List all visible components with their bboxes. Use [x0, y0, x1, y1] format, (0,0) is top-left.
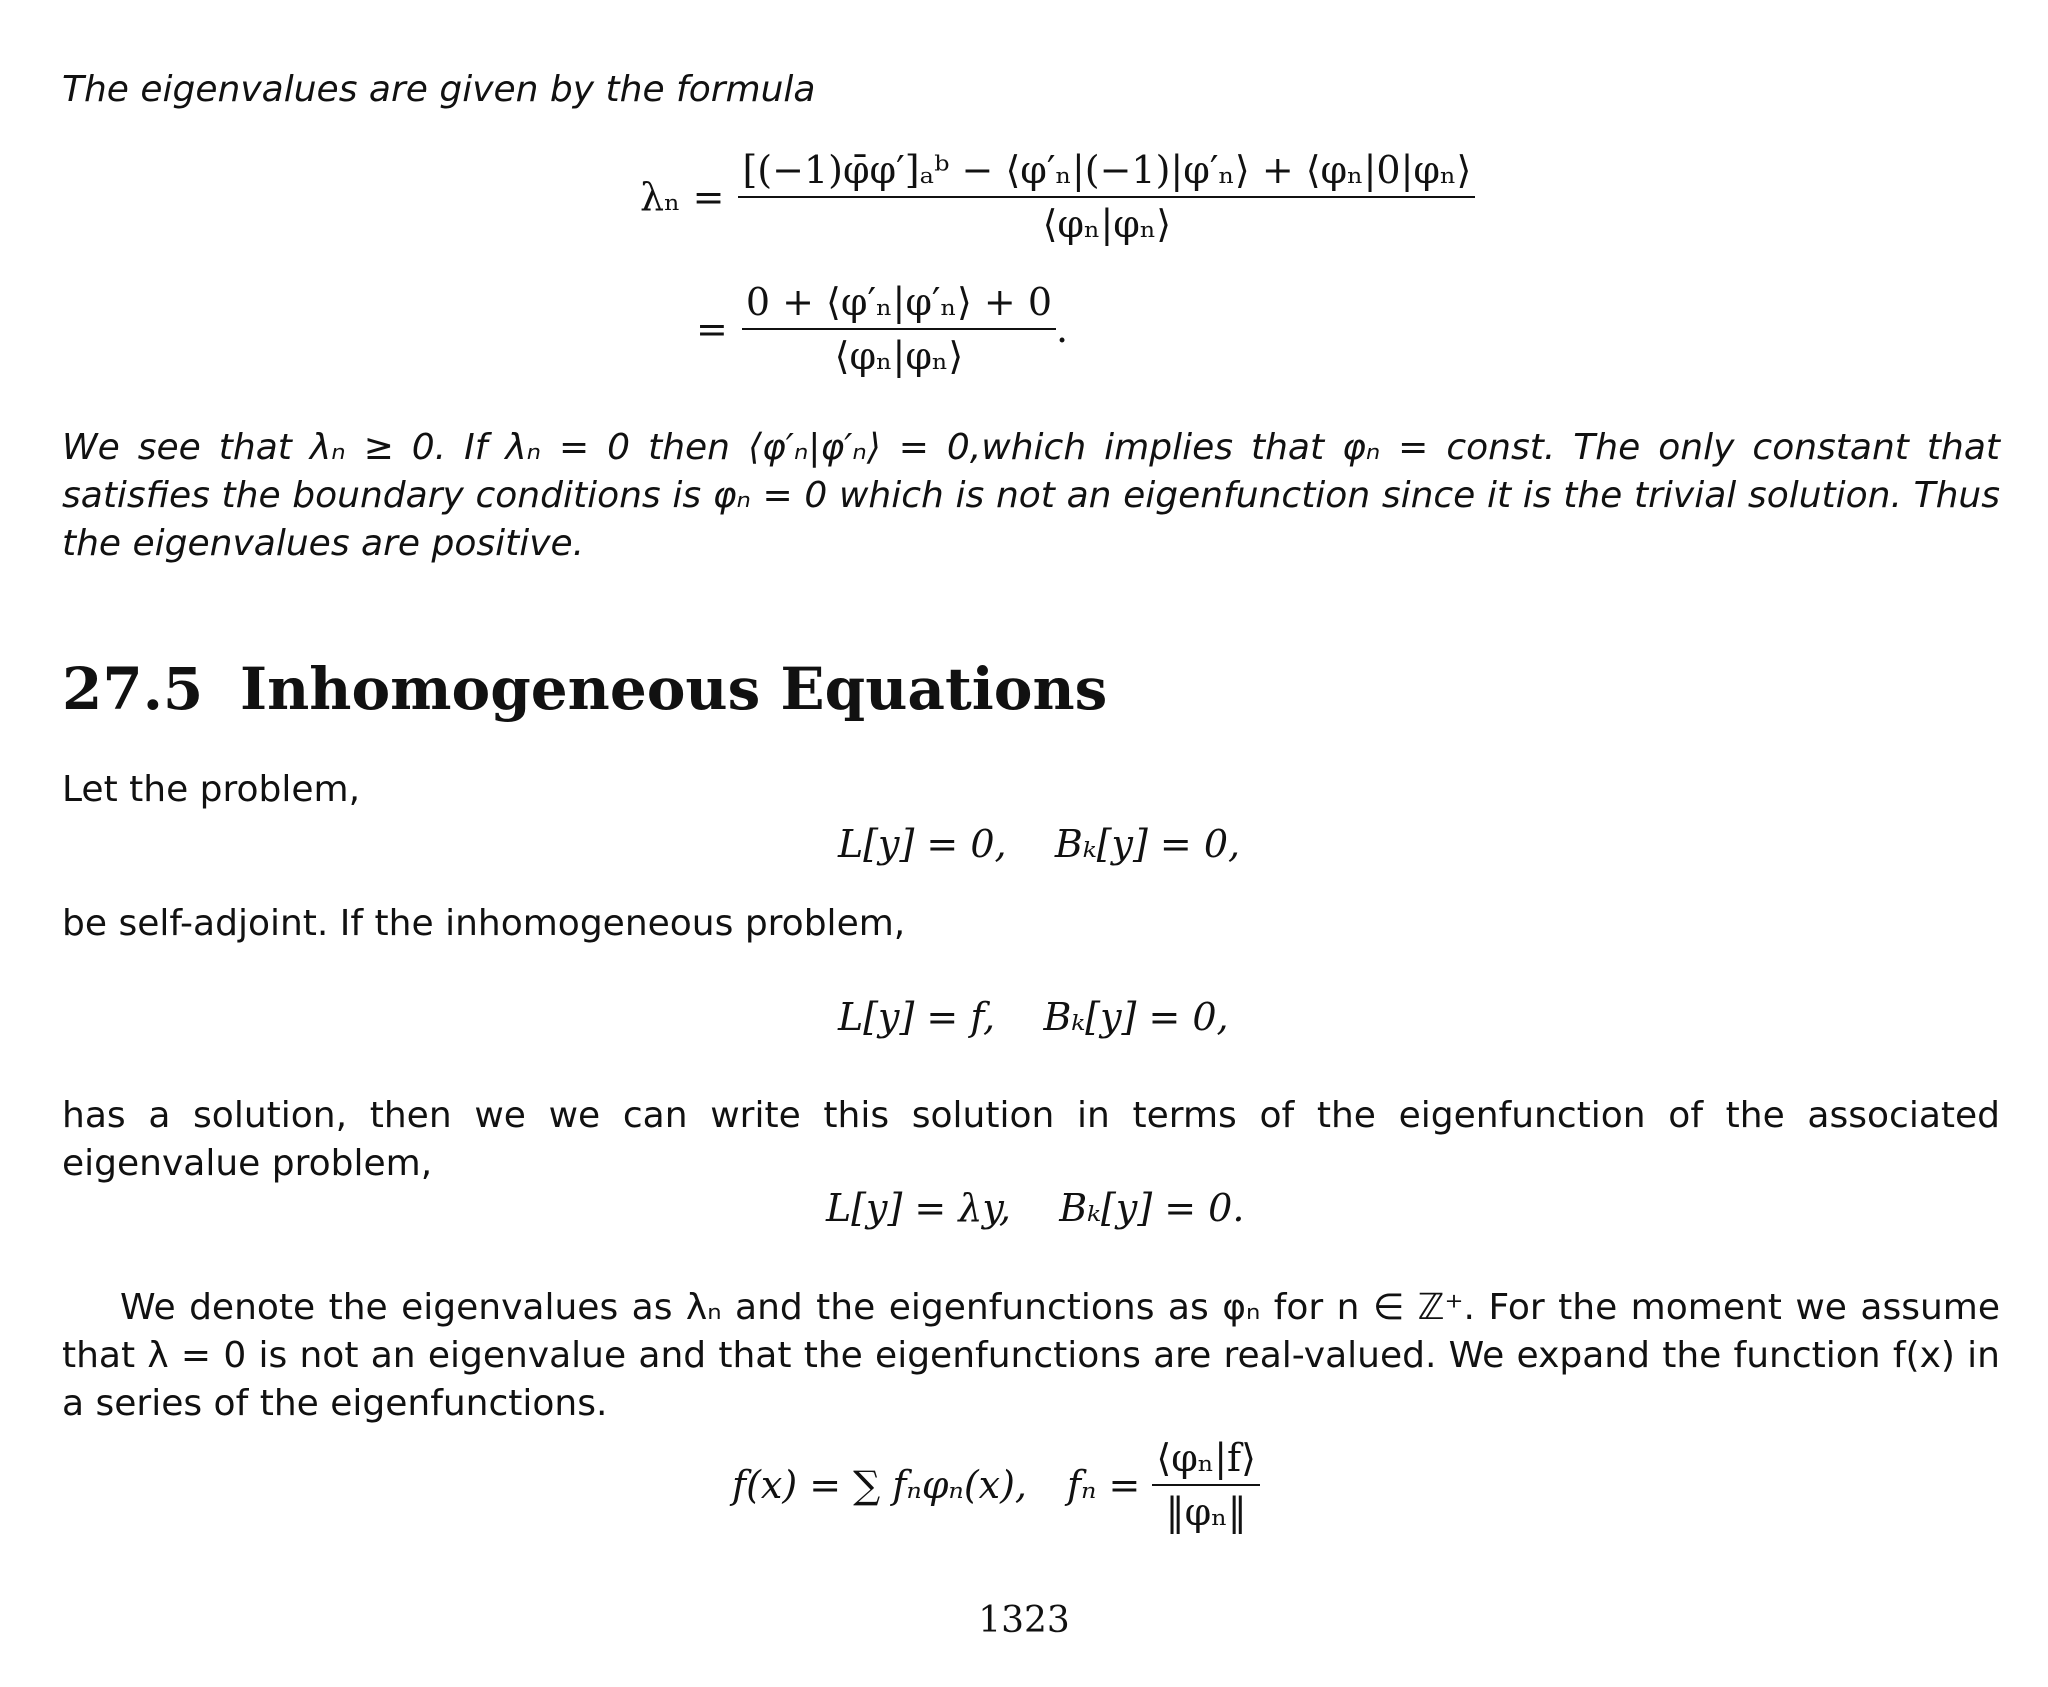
has-solution-text: has a solution, then we we can write this solution in terms of the eigenfunction of the associated eigenvalue problem,	[62, 1095, 2000, 1184]
fraction-1-denominator: ⟨φₙ|φₙ⟩	[1042, 202, 1172, 246]
section-title: Inhomogeneous Equations	[240, 655, 1108, 723]
self-adjoint-text: be self-adjoint. If the inhomogeneous problem,	[62, 903, 906, 944]
equals-sign: =	[696, 307, 728, 351]
eigenvalue-equation-line-1	[640, 148, 1475, 246]
fraction-1-numerator: [(−1)φ̄φ′]ₐᵇ − ⟨φ′ₙ|(−1)|φ′ₙ⟩ + ⟨φₙ|0|φₙ⟩	[738, 148, 1475, 198]
homogeneous-equation: L[y] = 0, Bₖ[y] = 0,	[838, 822, 1241, 866]
coefficient-fraction	[1152, 1436, 1260, 1534]
eigenvalue-equation-line-2	[696, 280, 1068, 378]
inhomogeneous-equation: L[y] = f, Bₖ[y] = 0,	[838, 995, 1229, 1039]
coefficient-numerator: ⟨φₙ|f⟩	[1152, 1436, 1260, 1486]
paragraph-eigenvalues-positive: We see that λₙ ≥ 0. If λₙ = 0 then ⟨φ′ₙ|φ′ₙ⟩ = 0,which implies that φₙ = const. The only constant that satisfies the boundary conditions is φₙ = 0 which is not an eigenfunction since it is the trivial solution. Thus the eigenvalues are positive.	[62, 427, 2000, 564]
series-expansion-equation	[732, 1436, 1260, 1534]
let-problem-text: Let the problem,	[62, 769, 361, 810]
section-number: 27.5	[62, 655, 204, 723]
coefficient-lhs: fₙ =	[1066, 1463, 1141, 1507]
fraction-2	[742, 280, 1056, 378]
page-number: 1323	[978, 1600, 1070, 1641]
lambda-lhs: λₙ =	[640, 175, 725, 219]
intro-line: The eigenvalues are given by the formula	[62, 69, 816, 110]
paragraph-expansion: We denote the eigenvalues as λₙ and the eigenfunctions as φₙ for n ∈ ℤ⁺. For the moment we assume that λ = 0 is not an eigenvalue and that the eigenfunctions are real-valued. We expand the function f(x) in a series of the eigenfunctions.	[62, 1287, 2000, 1424]
fraction-1	[738, 148, 1475, 246]
coefficient-denominator: ‖φₙ‖	[1165, 1490, 1247, 1534]
period: .	[1056, 307, 1069, 351]
fraction-2-denominator: ⟨φₙ|φₙ⟩	[834, 334, 964, 378]
section-heading	[62, 655, 1107, 723]
fraction-2-numerator: 0 + ⟨φ′ₙ|φ′ₙ⟩ + 0	[742, 280, 1056, 330]
series-lhs: f(x) = ∑ fₙφₙ(x),	[732, 1463, 1027, 1507]
eigenvalue-problem-equation: L[y] = λy, Bₖ[y] = 0.	[826, 1186, 1245, 1230]
